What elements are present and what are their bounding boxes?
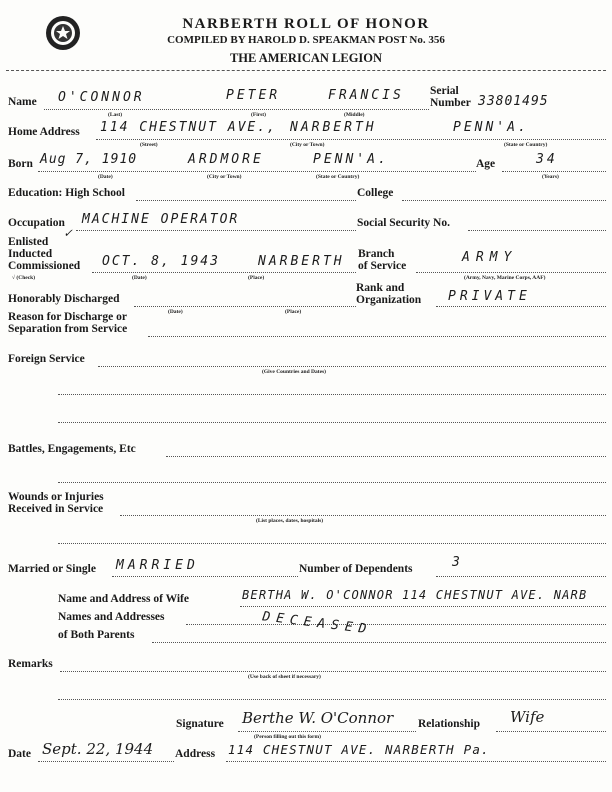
foreign-service-line-3 <box>58 422 606 423</box>
address-label: Address <box>175 748 216 760</box>
born-state-caption: (State or Country) <box>316 174 360 180</box>
serial-number-value: 33801495 <box>478 94 549 109</box>
middle-caption: (Middle) <box>344 112 365 118</box>
discharge-place-caption: (Place) <box>285 309 302 315</box>
name-line <box>44 109 429 110</box>
wife-label: Name and Address of Wife <box>58 593 189 605</box>
use-back-caption: (Use back of sheet if necessary) <box>248 674 321 680</box>
occupation-value: MACHINE OPERATOR <box>82 212 240 227</box>
battles-label: Battles, Engagements, Etc <box>8 443 136 455</box>
person-filling-caption: (Person filling out this form) <box>254 734 321 740</box>
college-label: College <box>357 187 394 199</box>
city-value: NARBERTH <box>290 120 377 135</box>
branch-value: ARMY <box>462 250 518 265</box>
address-line <box>226 761 606 762</box>
name-label: Name <box>8 96 37 108</box>
remarks-label: Remarks <box>8 658 53 670</box>
wife-value: BERTHA W. O'CONNOR 114 CHESTNUT AVE. NARB <box>242 588 588 602</box>
born-label: Born <box>8 158 33 170</box>
date-label: Date <box>8 748 31 760</box>
of-service-label: of Service <box>358 260 407 272</box>
social-security-line <box>468 230 606 231</box>
first-caption: (First) <box>251 112 266 118</box>
age-line <box>502 171 606 172</box>
birth-date-value: Aug 7, 1910 <box>40 152 138 167</box>
marital-status-value: MARRIED <box>116 558 199 573</box>
header-divider <box>6 70 606 71</box>
date-value: Sept. 22, 1944 <box>42 740 154 758</box>
married-or-single-label: Married or Single <box>8 563 96 575</box>
born-city-caption: (City or Town) <box>207 174 242 180</box>
city-caption: (City or Town) <box>290 142 325 148</box>
organization-label: Organization <box>356 294 422 306</box>
check-caption: √ (Check) <box>12 275 36 281</box>
discharge-line <box>134 306 356 307</box>
battles-line <box>166 456 606 457</box>
service-date-value: OCT. 8, 1943 <box>102 254 220 269</box>
honorably-discharged-label: Honorably Discharged <box>8 293 120 305</box>
last-name-value: O'CONNOR <box>58 90 145 105</box>
give-countries-caption: (Give Countries and Dates) <box>262 369 327 375</box>
list-places-caption: (List places, dates, hospitals) <box>256 518 324 524</box>
parents-line <box>186 624 606 625</box>
signature-label: Signature <box>176 718 224 730</box>
relationship-line <box>496 731 606 732</box>
serial-label: Serial <box>430 85 459 97</box>
home-address-line <box>96 139 606 140</box>
foreign-service-line-2 <box>58 394 606 395</box>
branch-line <box>416 272 606 273</box>
remarks-line-2 <box>58 699 606 700</box>
both-parents-label: of Both Parents <box>58 629 135 641</box>
born-date-caption: (Date) <box>98 174 113 180</box>
organization-name: THE AMERICAN LEGION <box>229 51 383 65</box>
wounds-label-1: Wounds or Injuries <box>8 491 104 503</box>
service-line <box>92 272 356 273</box>
compiled-by: COMPILED BY HAROLD D. SPEAKMAN POST No. 356 <box>167 34 445 46</box>
wounds-label-2: Received in Service <box>8 503 104 515</box>
wounds-line-2 <box>58 543 606 544</box>
parents-value: DECEASED <box>261 609 374 638</box>
discharge-date-caption: (Date) <box>168 309 183 315</box>
branch-caption: (Army, Navy, Marine Corps, AAF) <box>464 275 546 281</box>
service-place-value: NARBERTH <box>258 254 345 269</box>
remarks-line <box>60 671 606 672</box>
address-value: 114 CHESTNUT AVE. NARBERTH Pa. <box>228 742 490 757</box>
college-line <box>402 200 606 201</box>
inducted-label: Inducted <box>8 248 53 260</box>
dependents-label: Number of Dependents <box>299 563 413 575</box>
birth-state-value: PENN'A. <box>313 152 389 167</box>
last-caption: (Last) <box>108 112 123 118</box>
dependents-line <box>436 576 606 577</box>
education-label: Education: High School <box>8 187 125 199</box>
signature-value: Berthe W. O'Connor <box>242 709 394 727</box>
middle-name-value: FRANCIS <box>328 88 404 103</box>
rank-value: PRIVATE <box>448 289 531 304</box>
names-addresses-label: Names and Addresses <box>58 611 165 623</box>
enlisted-label: Enlisted <box>8 236 49 248</box>
parents-line-2 <box>152 642 606 643</box>
occupation-line <box>76 230 356 231</box>
battles-line-2 <box>58 482 606 483</box>
reason-label-2: Separation from Service <box>8 323 128 335</box>
service-date-caption: (Date) <box>132 275 147 281</box>
date-line <box>38 761 174 762</box>
wife-line <box>240 606 606 607</box>
reason-label-1: Reason for Discharge or <box>8 311 127 323</box>
relationship-label: Relationship <box>418 718 480 730</box>
foreign-service-label: Foreign Service <box>8 353 85 365</box>
street-value: 114 CHESTNUT AVE., <box>100 120 277 135</box>
first-name-value: PETER <box>226 88 281 103</box>
relationship-value: Wife <box>510 708 545 726</box>
branch-label: Branch <box>358 248 395 260</box>
age-label: Age <box>476 158 496 170</box>
number-label: Number <box>430 97 471 109</box>
street-caption: (Street) <box>140 142 158 148</box>
age-value: 34 <box>536 152 558 167</box>
social-security-label: Social Security No. <box>357 217 450 229</box>
form-title: NARBERTH ROLL OF HONOR <box>182 16 430 32</box>
check-mark: ✓ <box>64 226 72 241</box>
reason-line <box>148 336 606 337</box>
wounds-line <box>120 515 606 516</box>
signature-line <box>238 731 416 732</box>
service-place-caption: (Place) <box>248 275 265 281</box>
born-line <box>38 171 476 172</box>
home-address-label: Home Address <box>8 126 80 138</box>
education-line <box>136 200 356 201</box>
rank-line <box>436 306 606 307</box>
commissioned-label: Commissioned <box>8 260 81 272</box>
birth-city-value: ARDMORE <box>188 152 264 167</box>
years-caption: (Years) <box>542 174 559 180</box>
state-value: PENN'A. <box>453 120 529 135</box>
dependents-value: 3 <box>452 555 463 570</box>
state-caption: (State or Country) <box>504 142 548 148</box>
married-line <box>112 576 298 577</box>
foreign-service-line <box>98 366 606 367</box>
occupation-label: Occupation <box>8 217 65 229</box>
rank-and-label: Rank and <box>356 282 405 294</box>
